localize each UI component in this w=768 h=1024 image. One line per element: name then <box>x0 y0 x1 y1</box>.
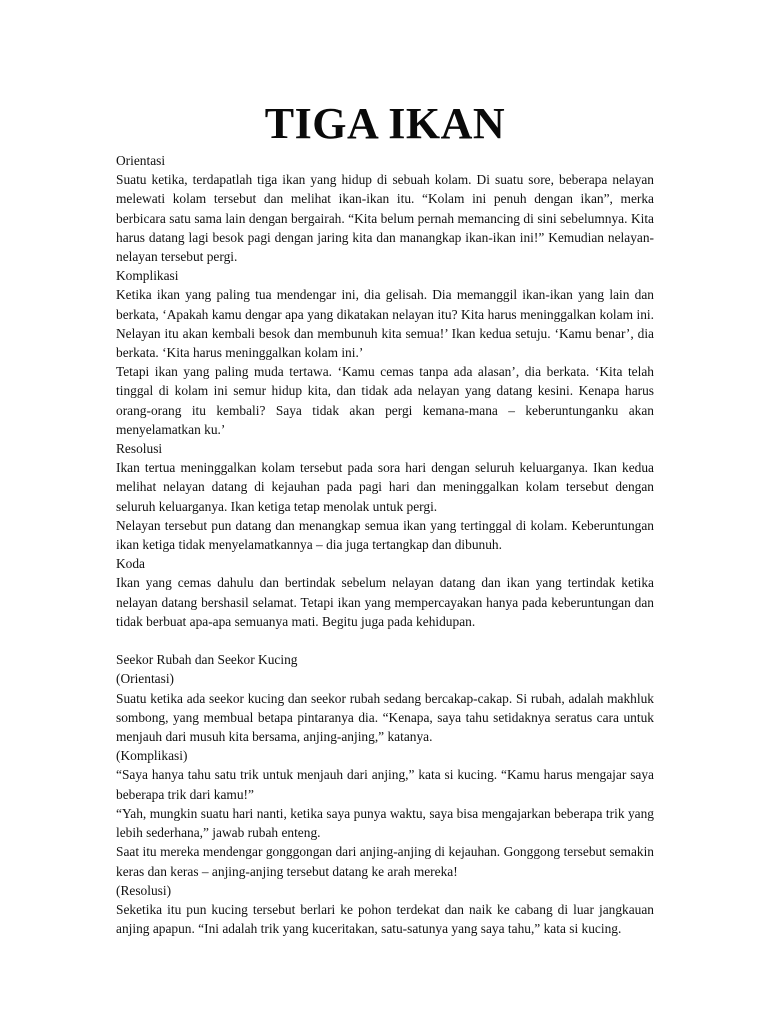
document-body <box>116 151 654 938</box>
story-title-rubah-kucing: Seekor Rubah dan Seekor Kucing <box>116 652 298 668</box>
paragraph-koda: Ikan yang cemas dahulu dan bertindak sebelum nelayan datang dan ikan yang tertindak ketika nelayan datang bershasil selamat. Tetapi ikan yang mempercayakan hanya pada keberuntungan dan tidak berbuat apa-apa semuanya mati. Begitu juga pada kehidupan. <box>116 575 654 629</box>
section-heading-orientasi: Orientasi <box>116 153 166 168</box>
paragraph-resolusi-2-1: Seketika itu pun kucing tersebut berlari ke pohon terdekat dan naik ke cabang di luar jangkauan anjing apapun. “Ini adalah trik yang kuceritakan, satu-satunya yang saya tahu,” kata si kucing. <box>116 901 654 937</box>
section-heading-resolusi-2: (Resolusi) <box>116 882 172 898</box>
paragraph-orientasi: Suatu ketika, terdapatlah tiga ikan yang hidup di sebuah kolam. Di suatu sore, beberapa nelayan melewati kolam tersebut dan melihat ikan-ikan itu. “Kolam ini penuh dengan ikan”, merka berbicara satu sama lain dengan bergairah. “Kita belum pernah memancing di sini sebelumnya. Kita harus datang lagi besok pagi dengan jaring kita dan manangkap ikan-ikan ini!” Kemudian nelayan-nelayan tersebut pergi. <box>116 172 654 265</box>
paragraph-komplikasi-2-3: Saat itu mereka mendengar gonggongan dari anjing-anjing di kejauhan. Gonggong tersebut semakin keras dan keras – anjing-anjing tersebut datang ke arah mereka! <box>116 844 654 879</box>
paragraph-resolusi-1: Ikan tertua meninggalkan kolam tersebut pada sora hari dengan seluruh keluarganya. Ikan kedua melihat nelayan datang di kejauhan pada pagi hari dan meninggalkan kolam tersebut dengan seluruh keluarganya. Ikan ketiga tetap menolak untuk pergi. <box>116 460 654 514</box>
document-title: TIGA IKAN <box>264 99 506 148</box>
paragraph-komplikasi-2-1: “Saya hanya tahu satu trik untuk menjauh dari anjing,” kata si kucing. “Kamu harus mengajar saya beberapa trik dari kamu!” <box>116 767 654 802</box>
section-heading-komplikasi: Komplikasi <box>116 268 179 284</box>
blank-line <box>116 631 654 650</box>
paragraph-komplikasi-2-2: “Yah, mungkin suatu hari nanti, ketika saya punya waktu, saya bisa mengajarkan beberapa trik yang lebih sederhana,” jawab rubah enteng. <box>116 805 654 841</box>
paragraph-resolusi-2: Nelayan tersebut pun datang dan menangkap semua ikan yang tertinggal di kolam. Keberuntungan ikan ketiga tidak menyelamatkannya – dia juga tertangkap dan dibunuh. <box>116 517 654 553</box>
section-heading-resolusi: Resolusi <box>116 441 163 457</box>
section-heading-komplikasi-2: (Komplikasi) <box>116 748 188 764</box>
section-heading-koda: Koda <box>116 556 146 572</box>
paragraph-komplikasi-1: Ketika ikan yang paling tua mendengar ini, dia gelisah. Dia memanggil ikan-ikan yang lain dan berkata, ‘Apakah kamu dengar apa yang dikatakan nelayan itu? Kita harus meninggalkan kolam ini. Nelayan itu akan kembali besok dan membunuh kita semua!’ Ikan kedua setuju. ‘Kamu benar’, dia berkata. ‘Kita harus meninggalkan kolam ini.’ <box>116 287 654 361</box>
document-page <box>116 0 654 938</box>
paragraph-komplikasi-2: Tetapi ikan yang paling muda tertawa. ‘Kamu cemas tanpa ada alasan’, dia berkata. ‘Kita telah tinggal di kolam ini semur hidup kita, dan tidak ada nelayan yang datang kesini. Kenapa harus orang-orang itu kembali? Saya tidak akan pergi kemana-mana – keberuntunganku akan menyelamatkan ku.’ <box>116 364 654 437</box>
section-heading-orientasi-2: (Orientasi) <box>116 671 175 687</box>
paragraph-orientasi-2: Suatu ketika ada seekor kucing dan seekor rubah sedang bercakap-cakap. Si rubah, adalah makhluk sombong, yang membual betapa pintaranya dia. “Kenapa, saya tahu setidaknya seratus cara untuk menjauh dari musuh kita bersama, anjing-anjing,” katanya. <box>116 690 654 745</box>
